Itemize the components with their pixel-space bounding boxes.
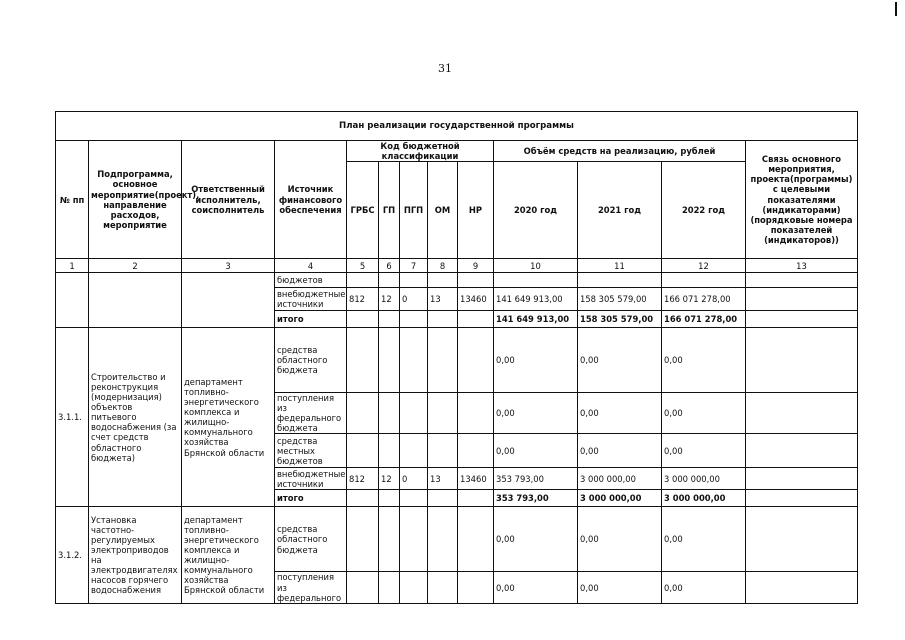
column-number: 10 — [494, 259, 578, 273]
amount-2020: 0,00 — [494, 507, 578, 572]
amount-2020: 0,00 — [494, 328, 578, 393]
amount-2021: 0,00 — [578, 328, 662, 393]
amount-2020: 0,00 — [494, 572, 578, 603]
amount-2022: 0,00 — [662, 328, 746, 393]
header-grbs: ГРБС — [347, 162, 379, 259]
amount-2020: 353 793,00 — [494, 468, 578, 490]
column-number: 11 — [578, 259, 662, 273]
source-cell: итого — [275, 490, 347, 507]
program-plan-table — [55, 111, 858, 604]
total-2022: 3 000 000,00 — [662, 490, 746, 507]
row-number: 3.1.2. — [56, 507, 89, 603]
gp-cell: 12 — [379, 468, 400, 490]
total-2020: 141 649 913,00 — [494, 311, 578, 328]
scan-edge-mark — [895, 2, 897, 16]
pgp-cell: 0 — [400, 468, 428, 490]
executor-cell: департамент топливно-энергетического комплекса и жилищно-коммунального хозяйства Брянской области — [182, 328, 275, 507]
column-number: 13 — [746, 259, 858, 273]
table-row — [56, 273, 858, 288]
amount-2021: 3 000 000,00 — [578, 468, 662, 490]
column-number: 6 — [379, 259, 400, 273]
column-number: 3 — [182, 259, 275, 273]
amount-2021: 0,00 — [578, 393, 662, 434]
amount-2020: 0,00 — [494, 434, 578, 468]
amount-2021: 0,00 — [578, 434, 662, 468]
column-number: 1 — [56, 259, 89, 273]
header-pgp: ПГП — [400, 162, 428, 259]
table-row — [56, 328, 858, 393]
om-cell: 13 — [428, 288, 458, 311]
source-cell: поступления из федерального бюджета — [275, 393, 347, 434]
source-cell: внебюджетные источники — [275, 288, 347, 311]
nr-cell: 13460 — [458, 468, 494, 490]
header-indicator-link: Связь основного мероприятия, проекта(программы) с целевыми показателями (индикаторами) (порядковые номера показателей (индикаторов)) — [746, 141, 858, 259]
header-source: Источник финансового обеспечения — [275, 141, 347, 259]
nr-cell: 13460 — [458, 288, 494, 311]
header-budget-code: Код бюджетной классификации — [347, 141, 494, 162]
amount-2021: 0,00 — [578, 572, 662, 603]
amount-2022: 166 071 278,00 — [662, 288, 746, 311]
source-cell: средства местных бюджетов — [275, 434, 347, 468]
source-cell: средства областного бюджета — [275, 507, 347, 572]
table-row — [56, 507, 858, 572]
source-cell: итого — [275, 311, 347, 328]
amount-2020: 0,00 — [494, 393, 578, 434]
grbs-cell: 812 — [347, 468, 379, 490]
header-nr: НР — [458, 162, 494, 259]
header-subprogram: Подпрограмма, основное мероприятие(проект), направление расходов, мероприятие — [89, 141, 182, 259]
gp-cell: 12 — [379, 288, 400, 311]
column-number: 4 — [275, 259, 347, 273]
header-gp: ГП — [379, 162, 400, 259]
amount-2022: 0,00 — [662, 393, 746, 434]
header-om: ОМ — [428, 162, 458, 259]
column-number: 5 — [347, 259, 379, 273]
total-2021: 158 305 579,00 — [578, 311, 662, 328]
header-funding-volume: Объём средств на реализацию, рублей — [494, 141, 746, 162]
total-2022: 166 071 278,00 — [662, 311, 746, 328]
header-2022: 2022 год — [662, 162, 746, 259]
column-number: 2 — [89, 259, 182, 273]
amount-2021: 158 305 579,00 — [578, 288, 662, 311]
source-cell: средства областного бюджета — [275, 328, 347, 393]
activity-name: Установка частотно-регулируемых электроприводов на электродвигателях насосов горячего водоснабжения — [89, 507, 182, 603]
total-2021: 3 000 000,00 — [578, 490, 662, 507]
amount-2022: 0,00 — [662, 507, 746, 572]
column-number: 8 — [428, 259, 458, 273]
source-cell: бюджетов — [275, 273, 347, 288]
activity-name: Строительство и реконструкция (модернизация) объектов питьевого водоснабжения (за счет средств областного бюджета) — [89, 328, 182, 507]
table-title: План реализации государственной программы — [56, 112, 858, 141]
amount-2021: 0,00 — [578, 507, 662, 572]
column-number: 7 — [400, 259, 428, 273]
header-2021: 2021 год — [578, 162, 662, 259]
pgp-cell: 0 — [400, 288, 428, 311]
om-cell: 13 — [428, 468, 458, 490]
total-2020: 353 793,00 — [494, 490, 578, 507]
source-cell: внебюджетные источники — [275, 468, 347, 490]
column-number: 9 — [458, 259, 494, 273]
amount-2020: 141 649 913,00 — [494, 288, 578, 311]
page-number: 31 — [438, 62, 452, 75]
source-cell: поступления из федерального — [275, 572, 347, 603]
header-executor: Ответственный исполнитель, соисполнитель — [182, 141, 275, 259]
executor-cell: департамент топливно-энергетического комплекса и жилищно-коммунального хозяйства Брянской области — [182, 507, 275, 603]
amount-2022: 0,00 — [662, 434, 746, 468]
amount-2022: 3 000 000,00 — [662, 468, 746, 490]
row-number: 3.1.1. — [56, 328, 89, 507]
amount-2022: 0,00 — [662, 572, 746, 603]
header-2020: 2020 год — [494, 162, 578, 259]
header-num: № пп — [56, 141, 89, 259]
column-number: 12 — [662, 259, 746, 273]
grbs-cell: 812 — [347, 288, 379, 311]
